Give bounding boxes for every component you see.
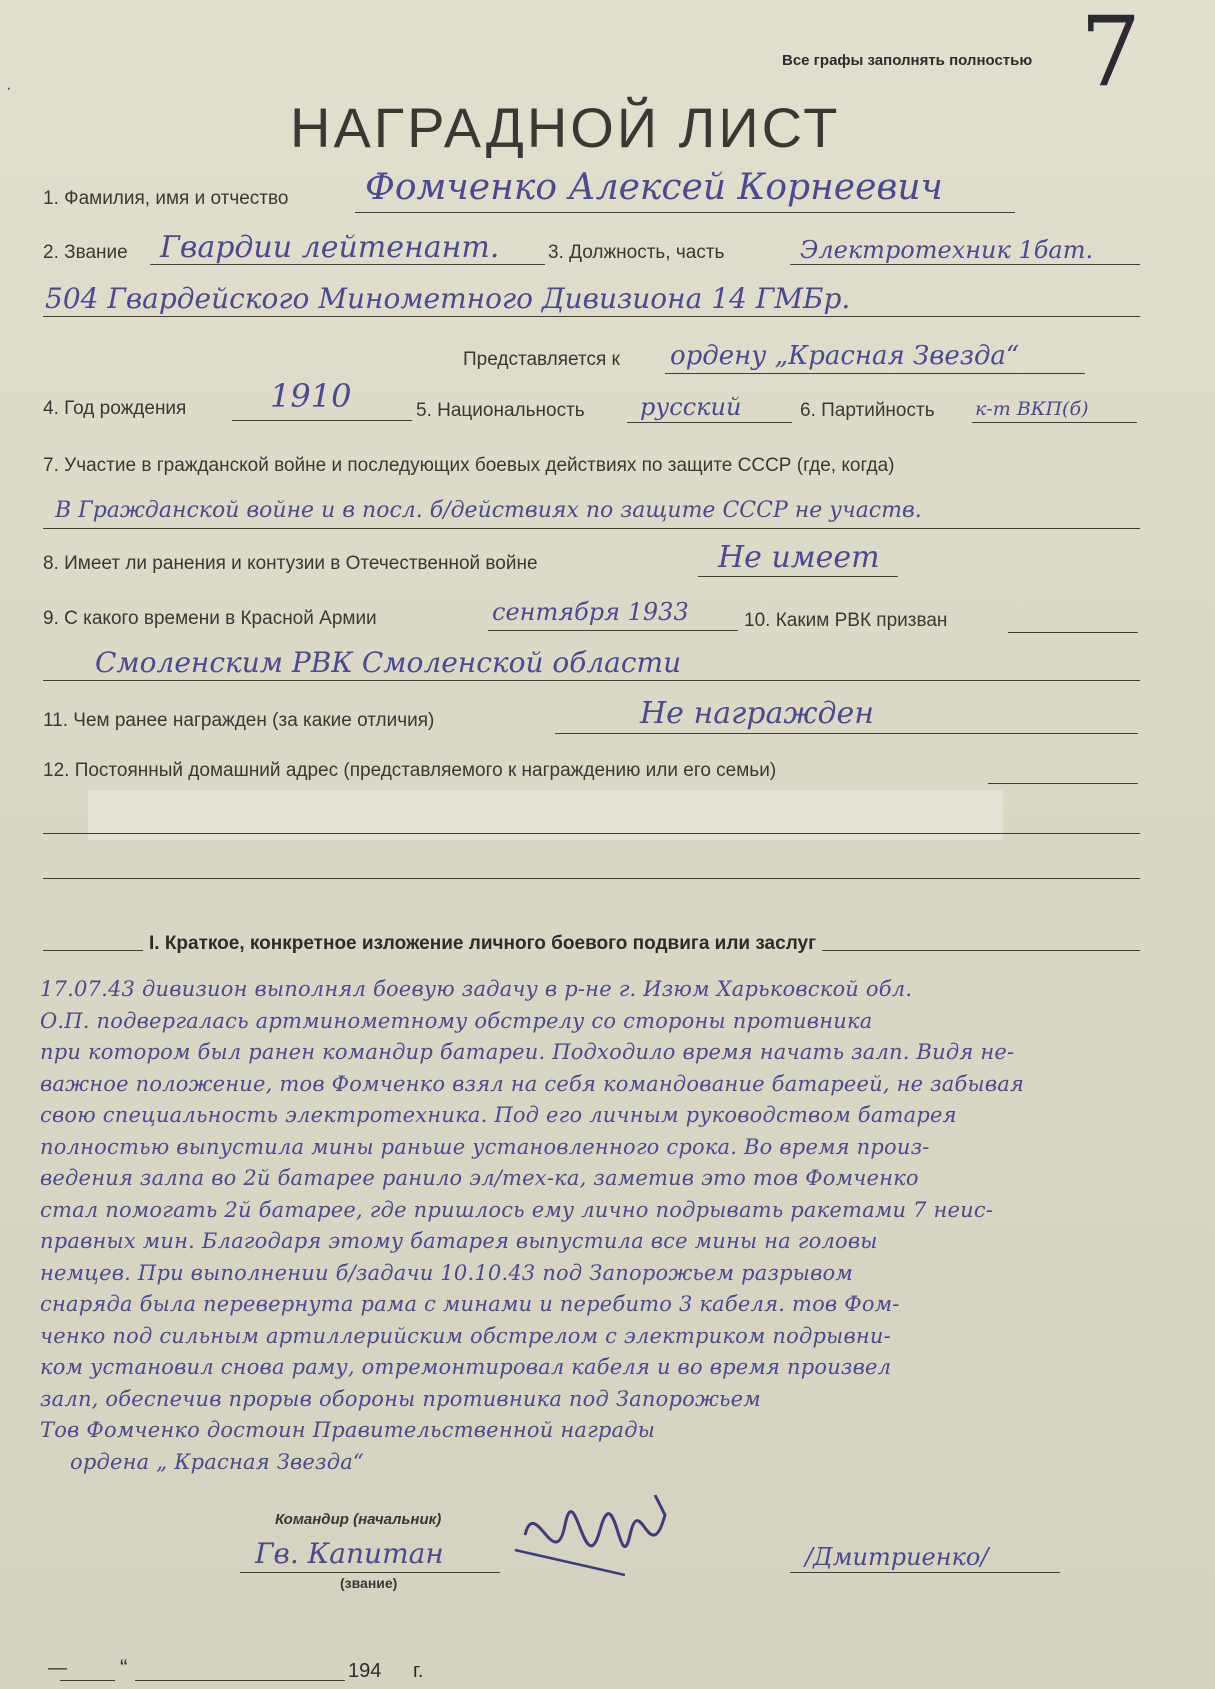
narrative-line: стал помогать 2й батарее, где пришлось ему лично подрывать ракетами 7 неис- <box>40 1197 994 1222</box>
section-heading: I. Краткое, конкретное изложение личного боевого подвига или заслуг <box>143 933 822 955</box>
field-1-line <box>355 212 1015 213</box>
narrative-line: при котором был ранен командир батареи. Подходило время начать залп. Видя не- <box>40 1040 1015 1064</box>
field-8-value: Не имеет <box>718 540 880 575</box>
field-2-value: Гвардии лейтенант. <box>160 230 500 265</box>
field-3-cont-value: 504 Гвардейского Минометного Дивизиона 14 ГМБр. <box>45 282 851 315</box>
narrative-line: снаряда была перевернута рама с минами и перебито 3 кабеля. тов Фом- <box>40 1292 900 1316</box>
narrative-line: Тов Фомченко достоин Правительственной награды <box>40 1418 656 1442</box>
field-11-label: 11. Чем ранее награжден (за какие отличия) <box>43 710 435 731</box>
signer-name: /Дмитриенко/ <box>805 1543 989 1571</box>
narrative-line: ордена „ Красная Звезда“ <box>70 1449 364 1474</box>
margin-mark: · <box>6 80 12 97</box>
narrative-line: правных мин. Благодаря этому батарея выпустила все мины на головы <box>40 1229 878 1253</box>
commander-label: Командир (начальник) <box>275 1511 442 1528</box>
field-7-value: В Гражданской войне и в посл. б/действиях по защите СССР не участв. <box>55 498 922 523</box>
field-1-label: 1. Фамилия, имя и отчество <box>43 188 289 209</box>
narrative-line: 17.07.43 дивизион выполнял боевую задачу в р-не г. Изюм Харьковской обл. <box>40 977 913 1001</box>
field-11-line <box>555 733 1138 734</box>
field-6-label: 6. Партийность <box>800 400 935 421</box>
presented-line <box>665 373 1085 374</box>
field-10-cont-line <box>43 680 1140 681</box>
document-title: НАГРАДНОЙ ЛИСТ <box>290 96 841 159</box>
rank-label: (звание) <box>340 1575 398 1591</box>
field-7-line <box>43 528 1140 529</box>
field-9-value: сентября 1933 <box>492 598 689 626</box>
narrative-line: О.П. подвергалась артминометному обстрелу со стороны противника <box>40 1008 873 1033</box>
date-dash: — <box>48 1658 67 1679</box>
narrative-line: немцев. При выполнении б/задачи 10.10.43 под Запорожьем разрывом <box>40 1260 853 1285</box>
date-year: 194 <box>348 1660 382 1682</box>
field-5-line <box>627 422 792 423</box>
narrative-line: залп, обеспечив прорыв обороны противника под Запорожьем <box>40 1386 761 1411</box>
presented-value: ордену „Красная Звезда“ <box>670 341 1020 371</box>
field-10-line <box>1008 632 1138 633</box>
field-2-label: 2. Звание <box>43 242 128 263</box>
field-4-line <box>232 420 412 421</box>
date-month-line <box>135 1680 345 1681</box>
field-10-label: 10. Каким РВК призван <box>744 610 948 631</box>
presented-label: Представляется к <box>463 349 620 370</box>
field-8-label: 8. Имеет ли ранения и контузии в Отечественной войне <box>43 553 538 574</box>
field-12-line <box>988 783 1138 784</box>
field-3-line <box>790 264 1140 265</box>
field-12-cont-line-1 <box>43 833 1140 834</box>
date-quote: “ <box>120 1655 128 1680</box>
field-12-cont-line-2 <box>43 878 1140 879</box>
signature-scrawl <box>505 1475 685 1595</box>
rank-value: Гв. Капитан <box>255 1537 444 1570</box>
narrative-line: важное положение, тов Фомченко взял на себя командование батареей, не забывая <box>40 1071 1025 1096</box>
corner-page-number: 7 <box>1080 0 1142 108</box>
narrative-line: свою специальность электротехника. Под его личным руководством батарея <box>40 1103 957 1127</box>
field-8-line <box>698 576 898 577</box>
field-4-value: 1910 <box>270 377 352 415</box>
field-3-cont-line <box>43 316 1140 317</box>
field-11-value: Не награжден <box>640 696 874 731</box>
rank-line <box>240 1572 500 1573</box>
field-3-value: Электротехник 1бат. <box>800 236 1094 264</box>
narrative-line: ведения залпа во 2й батарее ранило эл/тех-ка, заметив это тов Фомченко <box>40 1166 919 1190</box>
field-1-value: Фомченко Алексей Корнеевич <box>365 167 943 208</box>
date-year-suffix: г. <box>413 1660 424 1682</box>
field-5-value: русский <box>640 393 742 421</box>
field-7-label: 7. Участие в гражданской войне и последующих боевых действиях по защите СССР (где, когда) <box>43 455 895 476</box>
narrative-line: ченко под сильным артиллерийским обстрелом с электриком подрывни- <box>40 1323 891 1348</box>
signer-line <box>790 1572 1060 1573</box>
field-12-label: 12. Постоянный домашний адрес (представляемого к награждению или его семьи) <box>43 760 777 781</box>
narrative-line: полностью выпустила мины раньше установленного срока. Во время произ- <box>40 1134 930 1159</box>
field-10-value: Смоленским РВК Смоленской области <box>95 646 682 679</box>
field-9-label: 9. С какого времени в Красной Армии <box>43 608 377 629</box>
date-day-line <box>60 1680 115 1681</box>
fill-all-note: Все графы заполнять полностью <box>782 52 1033 69</box>
field-9-line <box>488 630 738 631</box>
narrative-line: ком установил снова раму, отремонтировал кабеля и во время произвел <box>40 1355 892 1379</box>
field-6-line <box>972 422 1137 423</box>
field-6-value: к-т ВКП(б) <box>975 398 1089 420</box>
field-3-label: 3. Должность, часть <box>548 242 725 263</box>
field-5-label: 5. Национальность <box>416 400 585 421</box>
field-4-label: 4. Год рождения <box>43 398 187 419</box>
